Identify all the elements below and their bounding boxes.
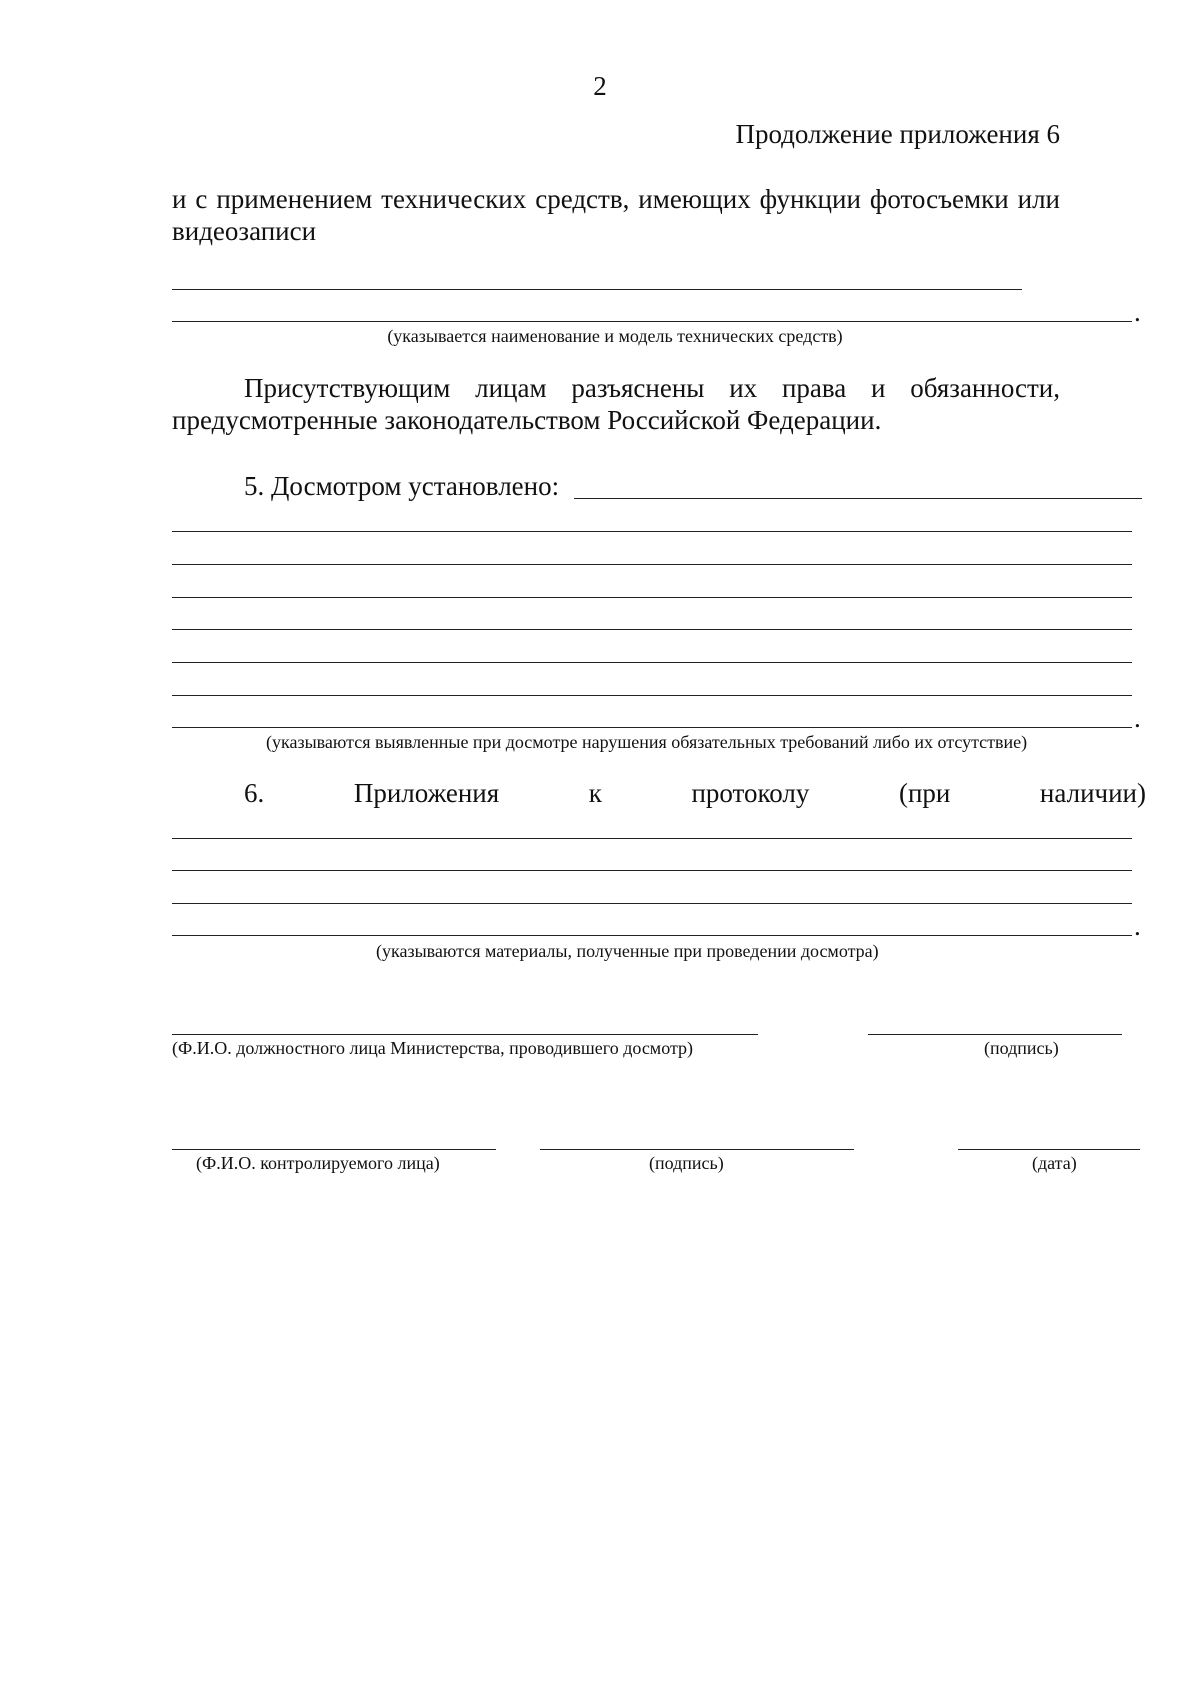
rights-explained-line-2: предусмотренные законодательством Российской Федерации. [172, 405, 882, 435]
controlled-name-line [172, 1149, 496, 1150]
intro-line-2: видеозаписи [172, 216, 317, 246]
item6-word-3: протоколу [691, 778, 810, 808]
item6-word-4: (при [898, 778, 951, 808]
item6-number: 6. [244, 778, 265, 808]
appendix-continuation-header: Продолжение приложения 6 [735, 119, 1060, 149]
item6-line-3 [172, 903, 1132, 904]
tech-means-period: . [1134, 297, 1141, 327]
date-line [958, 1149, 1140, 1150]
item5-line-5 [172, 662, 1132, 663]
official-name-caption: (Ф.И.О. должностного лица Министерства, проводившего досмотр) [172, 1038, 694, 1058]
item6-heading [244, 777, 1146, 809]
item5-period: . [1134, 703, 1141, 733]
rights-explained-line-1: Присутствующим лицам разъяснены их права и обязанности, [244, 373, 1060, 403]
tech-means-line-1 [172, 289, 1022, 290]
item6-period: . [1134, 911, 1141, 941]
item5-line-4 [172, 629, 1132, 630]
item5-label: 5. Досмотром установлено: [244, 471, 560, 501]
official-signature-caption: (подпись) [984, 1038, 1059, 1058]
item6-word-5: наличии) [1039, 778, 1146, 808]
item6-word-1: Приложения [353, 778, 500, 808]
item6-line-1 [172, 838, 1132, 839]
controlled-signature-line [540, 1149, 854, 1150]
item5-caption: (указываются выявленные при досмотре нарушения обязательных требований либо их отсутствие) [266, 732, 1028, 752]
item6-line-4 [172, 935, 1132, 936]
item6-word-2: к [588, 778, 602, 808]
item6-caption: (указываются материалы, полученные при проведении досмотра) [376, 941, 879, 961]
item5-line-6 [172, 695, 1132, 696]
item5-line-1 [172, 531, 1132, 532]
item5-inline-line [574, 498, 1142, 499]
item5-line-7 [172, 727, 1132, 728]
item5-line-3 [172, 597, 1132, 598]
official-signature-line [868, 1034, 1122, 1035]
official-name-line [172, 1034, 758, 1035]
item6-line-2 [172, 870, 1132, 871]
date-caption: (дата) [1032, 1153, 1077, 1173]
intro-line-1: и с применением технических средств, имеющих функции фотосъемки или [172, 184, 1060, 214]
controlled-name-caption: (Ф.И.О. контролируемого лица) [196, 1153, 440, 1173]
controlled-signature-caption: (подпись) [649, 1153, 724, 1173]
tech-means-caption: (указывается наименование и модель технических средств) [387, 326, 843, 346]
page-number: 2 [593, 71, 607, 101]
item5-line-2 [172, 564, 1132, 565]
tech-means-line-2 [172, 321, 1132, 322]
